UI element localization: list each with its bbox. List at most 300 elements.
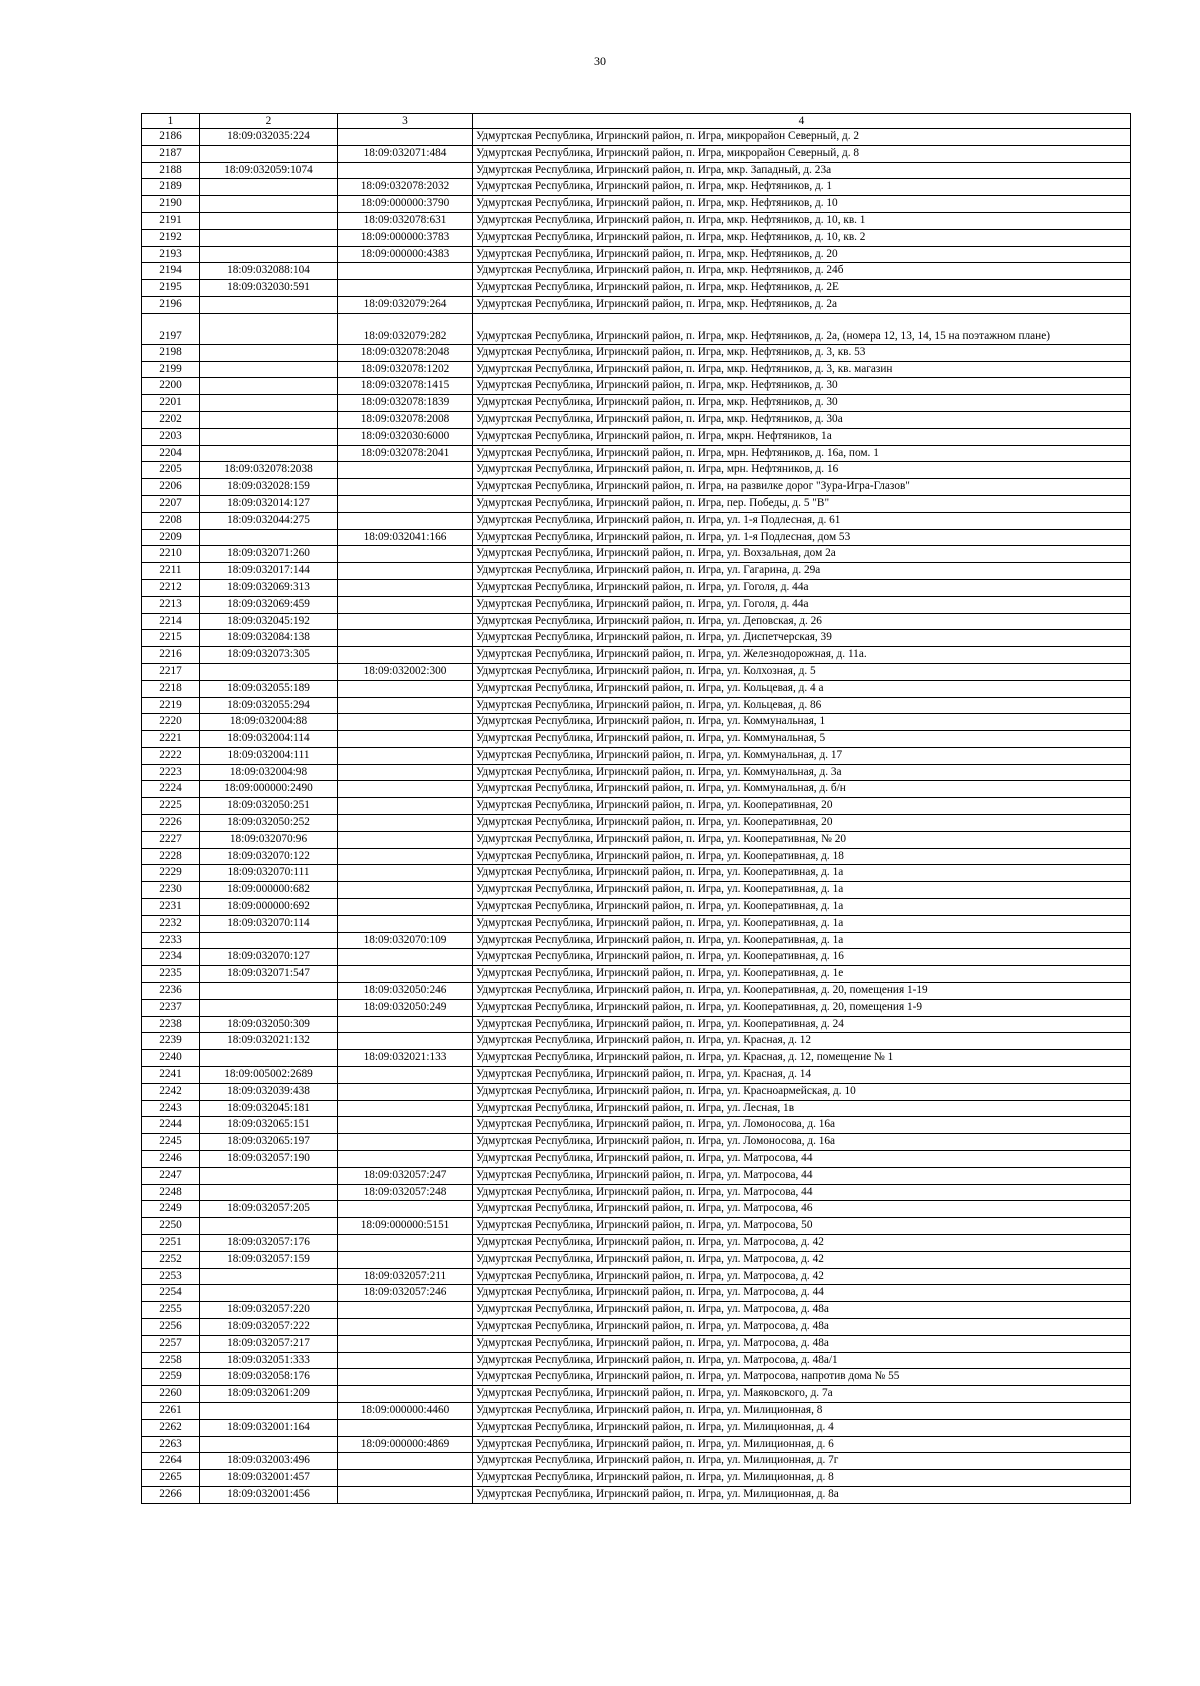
cadastral-number-col2: [200, 445, 338, 462]
cadastral-number-col3: 18:09:000000:4869: [338, 1436, 473, 1453]
table-row: [142, 663, 1131, 680]
row-number: 2219: [142, 697, 200, 714]
table-row: [142, 395, 1131, 412]
cadastral-number-col3: [338, 647, 473, 664]
table-row: [142, 1235, 1131, 1252]
row-number: 2218: [142, 680, 200, 697]
cadastral-number-col3: 18:09:032078:1415: [338, 378, 473, 395]
table-row: [142, 1251, 1131, 1268]
address: Удмуртская Республика, Игринский район, п. Игра, ул. Коммунальная, 1: [473, 714, 1131, 731]
address: Удмуртская Республика, Игринский район, п. Игра, ул. Кооперативная, № 20: [473, 831, 1131, 848]
table-body: [142, 129, 1131, 1504]
row-number: 2188: [142, 162, 200, 179]
cadastral-number-col3: [338, 899, 473, 916]
address: Удмуртская Республика, Игринский район, п. Игра, ул. Колхозная, д. 5: [473, 663, 1131, 680]
cadastral-number-col2: 18:09:032070:114: [200, 915, 338, 932]
table-row: [142, 747, 1131, 764]
address: Удмуртская Республика, Игринский район, п. Игра, ул. Диспетчерская, 39: [473, 630, 1131, 647]
address: Удмуртская Республика, Игринский район, п. Игра, ул. Матросова, 46: [473, 1201, 1131, 1218]
cadastral-number-col3: 18:09:032057:246: [338, 1285, 473, 1302]
table-row: [142, 145, 1131, 162]
address: Удмуртская Республика, Игринский район, п. Игра, ул. Кооперативная, д. 16: [473, 949, 1131, 966]
row-number: 2254: [142, 1285, 200, 1302]
page-number: 30: [594, 54, 606, 68]
address: Удмуртская Республика, Игринский район, п. Игра, ул. Ломоносова, д. 16а: [473, 1134, 1131, 1151]
cadastral-number-col3: [338, 1419, 473, 1436]
address: Удмуртская Республика, Игринский район, п. Игра, ул. Матросова, д. 48а: [473, 1302, 1131, 1319]
row-number: 2243: [142, 1100, 200, 1117]
registry-table: [141, 113, 1131, 1504]
address: Удмуртская Республика, Игринский район, п. Игра, ул. 1-я Подлесная, дом 53: [473, 529, 1131, 546]
address: Удмуртская Республика, Игринский район, п. Игра, мкр. Нефтяников, д. 30: [473, 395, 1131, 412]
cadastral-number-col2: 18:09:032065:197: [200, 1134, 338, 1151]
cadastral-number-col3: [338, 162, 473, 179]
cadastral-number-col3: [338, 479, 473, 496]
row-number: 2231: [142, 899, 200, 916]
cadastral-number-col2: 18:09:032001:457: [200, 1470, 338, 1487]
table-row: [142, 764, 1131, 781]
cadastral-number-col3: [338, 1369, 473, 1386]
cadastral-number-col2: 18:09:032055:189: [200, 680, 338, 697]
cadastral-number-col3: 18:09:000000:4383: [338, 246, 473, 263]
cadastral-number-col3: [338, 1302, 473, 1319]
table-row: [142, 831, 1131, 848]
row-number: 2209: [142, 529, 200, 546]
cadastral-number-col2: [200, 428, 338, 445]
cadastral-number-col3: [338, 1352, 473, 1369]
cadastral-number-col2: 18:09:032065:151: [200, 1117, 338, 1134]
row-number: 2197: [142, 313, 200, 344]
address: Удмуртская Республика, Игринский район, п. Игра, мкр. Западный, д. 23а: [473, 162, 1131, 179]
table-row: [142, 1016, 1131, 1033]
address: Удмуртская Республика, Игринский район, п. Игра, ул. Красная, д. 14: [473, 1067, 1131, 1084]
address: Удмуртская Республика, Игринский район, п. Игра, ул. Красная, д. 12, помещение № 1: [473, 1050, 1131, 1067]
cadastral-number-col2: 18:09:032073:305: [200, 647, 338, 664]
address: Удмуртская Республика, Игринский район, п. Игра, ул. Матросова, д. 42: [473, 1251, 1131, 1268]
cadastral-number-col2: 18:09:000000:692: [200, 899, 338, 916]
address: Удмуртская Республика, Игринский район, п. Игра, ул. Лесная, 1в: [473, 1100, 1131, 1117]
row-number: 2255: [142, 1302, 200, 1319]
table-row: [142, 1470, 1131, 1487]
cadastral-number-col2: [200, 313, 338, 344]
cadastral-number-col2: 18:09:005002:2689: [200, 1067, 338, 1084]
table-row: [142, 596, 1131, 613]
table-row: [142, 229, 1131, 246]
cadastral-number-col3: 18:09:000000:3783: [338, 229, 473, 246]
cadastral-number-col3: [338, 579, 473, 596]
cadastral-number-col3: 18:09:032078:2032: [338, 179, 473, 196]
cadastral-number-col2: [200, 983, 338, 1000]
cadastral-number-col3: [338, 1318, 473, 1335]
address: Удмуртская Республика, Игринский район, п. Игра, ул. Кольцевая, д. 4 а: [473, 680, 1131, 697]
table-row: [142, 529, 1131, 546]
cadastral-number-col2: [200, 1436, 338, 1453]
cadastral-number-col2: [200, 179, 338, 196]
row-number: 2194: [142, 263, 200, 280]
row-number: 2200: [142, 378, 200, 395]
address: Удмуртская Республика, Игринский район, п. Игра, ул. Коммунальная, д. 3а: [473, 764, 1131, 781]
cadastral-number-col3: 18:09:032078:2041: [338, 445, 473, 462]
table-row: [142, 1453, 1131, 1470]
cadastral-number-col2: 18:09:032059:1074: [200, 162, 338, 179]
cadastral-number-col2: [200, 529, 338, 546]
address: Удмуртская Республика, Игринский район, п. Игра, ул. Кооперативная, д. 1а: [473, 932, 1131, 949]
address: Удмуртская Республика, Игринский район, п. Игра, ул. Кооперативная, д. 24: [473, 1016, 1131, 1033]
address: Удмуртская Республика, Игринский район, п. Игра, мкр. Нефтяников, д. 20: [473, 246, 1131, 263]
address: Удмуртская Республика, Игринский район, п. Игра, ул. Матросова, д. 42: [473, 1268, 1131, 1285]
address: Удмуртская Республика, Игринский район, п. Игра, ул. Коммунальная, 5: [473, 731, 1131, 748]
cadastral-number-col3: [338, 563, 473, 580]
row-number: 2198: [142, 344, 200, 361]
cadastral-number-col2: [200, 1050, 338, 1067]
cadastral-number-col3: 18:09:000000:4460: [338, 1402, 473, 1419]
table-row: [142, 1201, 1131, 1218]
table-row: [142, 1184, 1131, 1201]
cadastral-number-col3: [338, 129, 473, 146]
table-row: [142, 865, 1131, 882]
row-number: 2237: [142, 999, 200, 1016]
cadastral-number-col2: 18:09:032070:122: [200, 848, 338, 865]
address: Удмуртская Республика, Игринский район, п. Игра, ул. Коммунальная, д. 17: [473, 747, 1131, 764]
table-row: [142, 212, 1131, 229]
address: Удмуртская Республика, Игринский район, п. Игра, ул. Кооперативная, 20: [473, 798, 1131, 815]
row-number: 2247: [142, 1167, 200, 1184]
cadastral-number-col2: 18:09:032001:456: [200, 1486, 338, 1503]
address: Удмуртская Республика, Игринский район, п. Игра, микрорайон Северный, д. 8: [473, 145, 1131, 162]
row-number: 2240: [142, 1050, 200, 1067]
address: Удмуртская Республика, Игринский район, п. Игра, ул. Матросова, 44: [473, 1184, 1131, 1201]
cadastral-number-col3: [338, 798, 473, 815]
row-number: 2213: [142, 596, 200, 613]
cadastral-number-col3: 18:09:032050:246: [338, 983, 473, 1000]
table-row: [142, 899, 1131, 916]
cadastral-number-col2: [200, 344, 338, 361]
cadastral-number-col3: [338, 1100, 473, 1117]
cadastral-number-col3: [338, 697, 473, 714]
row-number: 2210: [142, 546, 200, 563]
address: Удмуртская Республика, Игринский район, п. Игра, ул. Ломоносова, д. 16а: [473, 1117, 1131, 1134]
row-number: 2215: [142, 630, 200, 647]
cadastral-number-col2: 18:09:032057:176: [200, 1235, 338, 1252]
address: Удмуртская Республика, Игринский район, п. Игра, мкр. Нефтяников, д. 30а: [473, 411, 1131, 428]
table-row: [142, 1151, 1131, 1168]
address: Удмуртская Республика, Игринский район, п. Игра, мкр. Нефтяников, д. 2а, (номера 12, 13, 14, 15 на поэтажном плане): [473, 313, 1131, 344]
address: Удмуртская Республика, Игринский район, п. Игра, ул. Матросова, д. 48а: [473, 1318, 1131, 1335]
cadastral-number-col2: 18:09:032051:333: [200, 1352, 338, 1369]
cadastral-number-col2: [200, 395, 338, 412]
address: Удмуртская Республика, Игринский район, п. Игра, ул. Кооперативная, д. 20, помещения 1-19: [473, 983, 1131, 1000]
cadastral-number-col2: 18:09:032070:111: [200, 865, 338, 882]
table-row: [142, 966, 1131, 983]
cadastral-number-col3: [338, 1151, 473, 1168]
row-number: 2205: [142, 462, 200, 479]
cadastral-number-col2: 18:09:032001:164: [200, 1419, 338, 1436]
row-number: 2199: [142, 361, 200, 378]
cadastral-number-col2: 18:09:032030:591: [200, 280, 338, 297]
table-row: [142, 680, 1131, 697]
cadastral-number-col2: [200, 1268, 338, 1285]
table-row: [142, 1218, 1131, 1235]
cadastral-number-col3: 18:09:032021:133: [338, 1050, 473, 1067]
row-number: 2225: [142, 798, 200, 815]
cadastral-number-col2: 18:09:032014:127: [200, 495, 338, 512]
address: Удмуртская Республика, Игринский район, п. Игра, ул. Матросова, 44: [473, 1167, 1131, 1184]
row-number: 2262: [142, 1419, 200, 1436]
row-number: 2263: [142, 1436, 200, 1453]
row-number: 2207: [142, 495, 200, 512]
address: Удмуртская Республика, Игринский район, п. Игра, мкр. Нефтяников, д. 30: [473, 378, 1131, 395]
cadastral-number-col3: 18:09:032079:264: [338, 296, 473, 313]
cadastral-number-col3: [338, 714, 473, 731]
cadastral-number-col3: [338, 1016, 473, 1033]
row-number: 2253: [142, 1268, 200, 1285]
address: Удмуртская Республика, Игринский район, п. Игра, на развилке дорог "Зура-Игра-Глазов": [473, 479, 1131, 496]
row-number: 2249: [142, 1201, 200, 1218]
table-row: [142, 1335, 1131, 1352]
cadastral-number-col2: [200, 932, 338, 949]
cadastral-number-col3: 18:09:032057:248: [338, 1184, 473, 1201]
address: Удмуртская Республика, Игринский район, п. Игра, ул. Милиционная, д. 7г: [473, 1453, 1131, 1470]
table-row: [142, 1117, 1131, 1134]
table-row: [142, 932, 1131, 949]
address: Удмуртская Республика, Игринский район, п. Игра, ул. Вохзальная, дом 2а: [473, 546, 1131, 563]
row-number: 2203: [142, 428, 200, 445]
row-number: 2206: [142, 479, 200, 496]
cadastral-number-col3: [338, 512, 473, 529]
row-number: 2238: [142, 1016, 200, 1033]
row-number: 2186: [142, 129, 200, 146]
table-row: [142, 1100, 1131, 1117]
table-row: [142, 1268, 1131, 1285]
table-row: [142, 1369, 1131, 1386]
table-row: [142, 246, 1131, 263]
table-row: [142, 344, 1131, 361]
table-row: [142, 999, 1131, 1016]
table-row: [142, 579, 1131, 596]
cadastral-number-col2: 18:09:032050:252: [200, 815, 338, 832]
address: Удмуртская Республика, Игринский район, п. Игра, ул. Маяковского, д. 7а: [473, 1386, 1131, 1403]
address: Удмуртская Республика, Игринский район, п. Игра, ул. Матросова, напротив дома № 55: [473, 1369, 1131, 1386]
table-row: [142, 179, 1131, 196]
table-row: [142, 882, 1131, 899]
address: Удмуртская Республика, Игринский район, п. Игра, мрн. Нефтяников, д. 16: [473, 462, 1131, 479]
address: Удмуртская Республика, Игринский район, п. Игра, мкр. Нефтяников, д. 10: [473, 196, 1131, 213]
row-number: 2217: [142, 663, 200, 680]
address: Удмуртская Республика, Игринский район, п. Игра, мкр. Нефтяников, д. 1: [473, 179, 1131, 196]
row-number: 2192: [142, 229, 200, 246]
cadastral-number-col2: [200, 1218, 338, 1235]
table-row: [142, 1402, 1131, 1419]
cadastral-number-col3: [338, 495, 473, 512]
row-number: 2257: [142, 1335, 200, 1352]
row-number: 2252: [142, 1251, 200, 1268]
table-row: [142, 1436, 1131, 1453]
address: Удмуртская Республика, Игринский район, п. Игра, мкрн. Нефтяников, 1а: [473, 428, 1131, 445]
row-number: 2220: [142, 714, 200, 731]
cadastral-number-col2: 18:09:032004:111: [200, 747, 338, 764]
address: Удмуртская Республика, Игринский район, п. Игра, ул. Железнодорожная, д. 11а.: [473, 647, 1131, 664]
row-number: 2228: [142, 848, 200, 865]
cadastral-number-col3: [338, 731, 473, 748]
row-number: 2235: [142, 966, 200, 983]
cadastral-number-col2: 18:09:000000:2490: [200, 781, 338, 798]
table-row: [142, 445, 1131, 462]
table-row: [142, 1386, 1131, 1403]
table-row: [142, 1167, 1131, 1184]
cadastral-number-col2: 18:09:032057:159: [200, 1251, 338, 1268]
table-row: [142, 546, 1131, 563]
address: Удмуртская Республика, Игринский район, п. Игра, ул. Кооперативная, 20: [473, 815, 1131, 832]
cadastral-number-col3: 18:09:032057:247: [338, 1167, 473, 1184]
table-row: [142, 313, 1131, 344]
address: Удмуртская Республика, Игринский район, п. Игра, мкр. Нефтяников, д. 10, кв. 2: [473, 229, 1131, 246]
row-number: 2196: [142, 296, 200, 313]
table-row: [142, 630, 1131, 647]
cadastral-number-col2: 18:09:032057:205: [200, 1201, 338, 1218]
address: Удмуртская Республика, Игринский район, п. Игра, ул. Милиционная, д. 8а: [473, 1486, 1131, 1503]
cadastral-number-col3: [338, 865, 473, 882]
table-row: [142, 411, 1131, 428]
address: Удмуртская Республика, Игринский район, п. Игра, ул. Милиционная, 8: [473, 1402, 1131, 1419]
cadastral-number-col2: [200, 1402, 338, 1419]
address: Удмуртская Республика, Игринский район, п. Игра, ул. Красноармейская, д. 10: [473, 1083, 1131, 1100]
row-number: 2259: [142, 1369, 200, 1386]
address: Удмуртская Республика, Игринский район, п. Игра, ул. Матросова, д. 44: [473, 1285, 1131, 1302]
row-number: 2248: [142, 1184, 200, 1201]
cadastral-number-col3: [338, 596, 473, 613]
cadastral-number-col2: [200, 145, 338, 162]
row-number: 2224: [142, 781, 200, 798]
cadastral-number-col3: 18:09:032030:6000: [338, 428, 473, 445]
cadastral-number-col2: 18:09:032004:114: [200, 731, 338, 748]
row-number: 2244: [142, 1117, 200, 1134]
table-row: [142, 1318, 1131, 1335]
row-number: 2230: [142, 882, 200, 899]
cadastral-number-col2: 18:09:032039:438: [200, 1083, 338, 1100]
row-number: 2195: [142, 280, 200, 297]
table-row: [142, 512, 1131, 529]
cadastral-number-col3: [338, 1453, 473, 1470]
row-number: 2266: [142, 1486, 200, 1503]
address: Удмуртская Республика, Игринский район, п. Игра, мкр. Нефтяников, д. 2а: [473, 296, 1131, 313]
cadastral-number-col2: 18:09:032045:192: [200, 613, 338, 630]
address: Удмуртская Республика, Игринский район, п. Игра, мкр. Нефтяников, д. 10, кв. 1: [473, 212, 1131, 229]
cadastral-number-col3: [338, 848, 473, 865]
row-number: 2227: [142, 831, 200, 848]
cadastral-number-col2: [200, 361, 338, 378]
cadastral-number-col3: 18:09:032057:211: [338, 1268, 473, 1285]
address: Удмуртская Республика, Игринский район, п. Игра, ул. Деповская, д. 26: [473, 613, 1131, 630]
address: Удмуртская Республика, Игринский район, п. Игра, ул. Милиционная, д. 6: [473, 1436, 1131, 1453]
cadastral-number-col3: 18:09:032078:1839: [338, 395, 473, 412]
table-row: [142, 798, 1131, 815]
cadastral-number-col3: [338, 1235, 473, 1252]
cadastral-number-col2: 18:09:032050:251: [200, 798, 338, 815]
cadastral-number-col2: 18:09:032088:104: [200, 263, 338, 280]
row-number: 2233: [142, 932, 200, 949]
cadastral-number-col3: [338, 1033, 473, 1050]
cadastral-number-col2: 18:09:032045:181: [200, 1100, 338, 1117]
row-number: 2223: [142, 764, 200, 781]
cadastral-number-col2: [200, 999, 338, 1016]
row-number: 2208: [142, 512, 200, 529]
cadastral-number-col3: [338, 949, 473, 966]
cadastral-number-col3: [338, 882, 473, 899]
address: Удмуртская Республика, Игринский район, п. Игра, ул. Красная, д. 12: [473, 1033, 1131, 1050]
cadastral-number-col2: 18:09:032028:159: [200, 479, 338, 496]
table-row: [142, 462, 1131, 479]
address: Удмуртская Республика, Игринский район, п. Игра, ул. 1-я Подлесная, д. 61: [473, 512, 1131, 529]
cadastral-number-col2: 18:09:032004:98: [200, 764, 338, 781]
row-number: 2202: [142, 411, 200, 428]
address: Удмуртская Республика, Игринский район, п. Игра, пер. Победы, д. 5 "В": [473, 495, 1131, 512]
cadastral-number-col3: [338, 280, 473, 297]
cadastral-number-col3: [338, 1335, 473, 1352]
row-number: 2212: [142, 579, 200, 596]
cadastral-number-col2: 18:09:032070:127: [200, 949, 338, 966]
address: Удмуртская Республика, Игринский район, п. Игра, ул. Матросова, д. 48а/1: [473, 1352, 1131, 1369]
address: Удмуртская Республика, Игринский район, п. Игра, ул. Гоголя, д. 44а: [473, 596, 1131, 613]
cadastral-number-col2: [200, 196, 338, 213]
cadastral-number-col3: 18:09:032078:2008: [338, 411, 473, 428]
row-number: 2222: [142, 747, 200, 764]
row-number: 2187: [142, 145, 200, 162]
table-row: [142, 1302, 1131, 1319]
cadastral-number-col2: 18:09:032050:309: [200, 1016, 338, 1033]
row-number: 2226: [142, 815, 200, 832]
table-row: [142, 1352, 1131, 1369]
cadastral-number-col2: [200, 1167, 338, 1184]
row-number: 2265: [142, 1470, 200, 1487]
cadastral-number-col2: 18:09:032021:132: [200, 1033, 338, 1050]
table-row: [142, 848, 1131, 865]
row-number: 2242: [142, 1083, 200, 1100]
table-row: [142, 162, 1131, 179]
address: Удмуртская Республика, Игринский район, п. Игра, ул. Милиционная, д. 4: [473, 1419, 1131, 1436]
cadastral-number-col2: 18:09:032035:224: [200, 129, 338, 146]
cadastral-number-col3: 18:09:032078:2048: [338, 344, 473, 361]
cadastral-number-col3: 18:09:032041:166: [338, 529, 473, 546]
table-row: [142, 263, 1131, 280]
address: Удмуртская Республика, Игринский район, п. Игра, ул. Кооперативная, д. 20, помещения 1-9: [473, 999, 1131, 1016]
table-row: [142, 428, 1131, 445]
address: Удмуртская Республика, Игринский район, п. Игра, ул. Кольцевая, д. 86: [473, 697, 1131, 714]
address: Удмуртская Республика, Игринский район, п. Игра, ул. Кооперативная, д. 18: [473, 848, 1131, 865]
cadastral-number-col3: 18:09:000000:3790: [338, 196, 473, 213]
cadastral-number-col3: [338, 764, 473, 781]
table-row: [142, 1486, 1131, 1503]
table-row: [142, 563, 1131, 580]
row-number: 2211: [142, 563, 200, 580]
cadastral-number-col2: 18:09:032058:176: [200, 1369, 338, 1386]
row-number: 2258: [142, 1352, 200, 1369]
cadastral-number-col3: [338, 747, 473, 764]
cadastral-number-col2: [200, 378, 338, 395]
row-number: 2189: [142, 179, 200, 196]
row-number: 2204: [142, 445, 200, 462]
cadastral-number-col2: 18:09:000000:682: [200, 882, 338, 899]
cadastral-number-col3: [338, 815, 473, 832]
table-row: [142, 1050, 1131, 1067]
cadastral-number-col2: 18:09:032069:459: [200, 596, 338, 613]
row-number: 2250: [142, 1218, 200, 1235]
cadastral-number-col3: 18:09:000000:5151: [338, 1218, 473, 1235]
cadastral-number-col2: 18:09:032057:222: [200, 1318, 338, 1335]
cadastral-number-col3: [338, 1083, 473, 1100]
address: Удмуртская Республика, Игринский район, п. Игра, ул. Кооперативная, д. 1а: [473, 882, 1131, 899]
cadastral-number-col2: 18:09:032044:275: [200, 512, 338, 529]
cadastral-number-col3: 18:09:032002:300: [338, 663, 473, 680]
